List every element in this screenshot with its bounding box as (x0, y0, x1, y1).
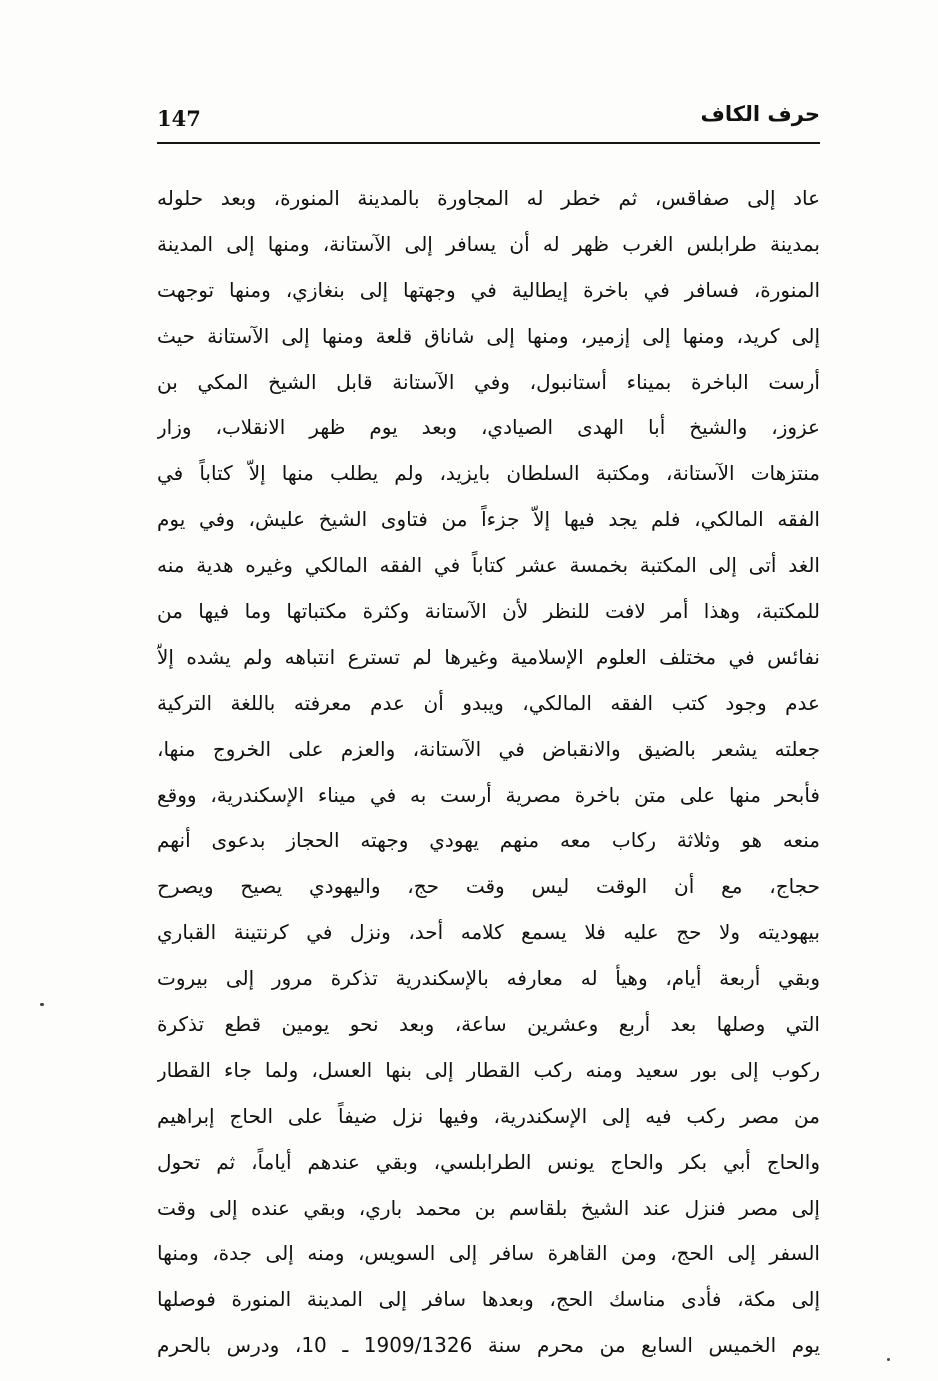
text-line: وبقي أربعة أيام، وهيأ له معارفه بالإسكندرية تذكرة مرور إلى بيروت (157, 966, 820, 991)
text-line: بيهوديته ولا حج عليه فلا يسمع كلامه أحد، ونزل في كرنتينة القباري (157, 920, 820, 945)
text-line: إلى مكة، فأدى مناسك الحج، وبعدها سافر إلى المدينة المنورة فوصلها (157, 1287, 820, 1312)
text-line: فأبحر منها على متن باخرة مصرية أرست به في ميناء الإسكندرية، ووقع (157, 782, 820, 807)
scan-speck (887, 1358, 890, 1361)
text-line: بمدينة طرابلس الغرب ظهر له أن يسافر إلى الآستانة، ومنها إلى المدينة (157, 231, 820, 256)
text-line: جعلته يشعر بالضيق والانقباض في الآستانة، والعزم على الخروج منها، (157, 736, 820, 761)
text-line: إلى كريد، ومنها إلى إزمير، ومنها إلى شاناق قلعة ومنها إلى الآستانة حيث (157, 323, 820, 348)
text-line: نفائس في مختلف العلوم الإسلامية وغيرها لم تسترع انتباهه ولم يشده إلاّ (157, 644, 820, 669)
page-number: 147 (157, 106, 201, 131)
text-line: التي وصلها بعد أربع وعشرين ساعة، وبعد نحو يومين قطع تذكرة (157, 1012, 820, 1037)
chapter-title: حرف الكاف (700, 102, 820, 126)
text-line: ركوب إلى بور سعيد ومنه ركب القطار إلى بنها العسل، ولما جاء القطار (157, 1057, 820, 1082)
text-line: منعه هو وثلاثة ركاب معه منهم يهودي وجهته الحجاز بدعوى أنهم (157, 828, 820, 853)
text-line: أرست الباخرة بميناء أستانبول، وفي الآستانة قابل الشيخ المكي بن (157, 369, 820, 394)
body-text (157, 176, 820, 1369)
text-line: عاد إلى صفاقس، ثم خطر له المجاورة بالمدينة المنورة، وبعد حلوله (157, 186, 820, 210)
text-line: للمكتبة، وهذا أمر لافت للنظر لأن الآستانة وكثرة مكتباتها وما فيها من (157, 599, 820, 624)
text-line: إلى مصر فنزل عند الشيخ بلقاسم بن محمد باري، وبقي عنده إلى وقت (157, 1195, 820, 1220)
text-line: من مصر ركب فيه إلى الإسكندرية، وفيها نزل ضيفاً على الحاج إبراهيم (157, 1103, 820, 1128)
text-line: الفقه المالكي، فلم يجد فيها إلاّ جزءاً من فتاوى الشيخ عليش، وفي يوم (157, 507, 820, 532)
text-line: حجاج، مع أن الوقت ليس وقت حج، واليهودي يصيح ويصرح (157, 874, 820, 899)
text-line: والحاج أبي بكر والحاج يونس الطرابلسي، وبقي عندهم أياماً، ثم تحول (157, 1149, 820, 1174)
text-line: الغد أتى إلى المكتبة بخمسة عشر كتاباً في الفقه المالكي وغيره هدية منه (157, 553, 820, 578)
text-line: منتزهات الآستانة، ومكتبة السلطان بايزيد، ولم يطلب منها إلاّ كتاباً في (157, 461, 820, 486)
text-line: السفر إلى الحج، ومن القاهرة سافر إلى السويس، ومنه إلى جدة، ومنها (157, 1241, 820, 1266)
running-header (157, 102, 820, 144)
text-line: عزوز، والشيخ أبا الهدى الصيادي، وبعد يوم ظهر الانقلاب، وزار (157, 415, 820, 440)
text-line: عدم وجود كتب الفقه المالكي، ويبدو أن عدم معرفته باللغة التركية (157, 690, 820, 715)
text-line: يوم الخميس السابع من محرم سنة 1909/1326 ـ 10، ودرس بالحرم (157, 1333, 820, 1358)
scan-speck (40, 1003, 44, 1006)
text-line: المنورة، فسافر في باخرة إيطالية في وجهتها إلى بنغازي، ومنها توجهت (157, 277, 820, 302)
